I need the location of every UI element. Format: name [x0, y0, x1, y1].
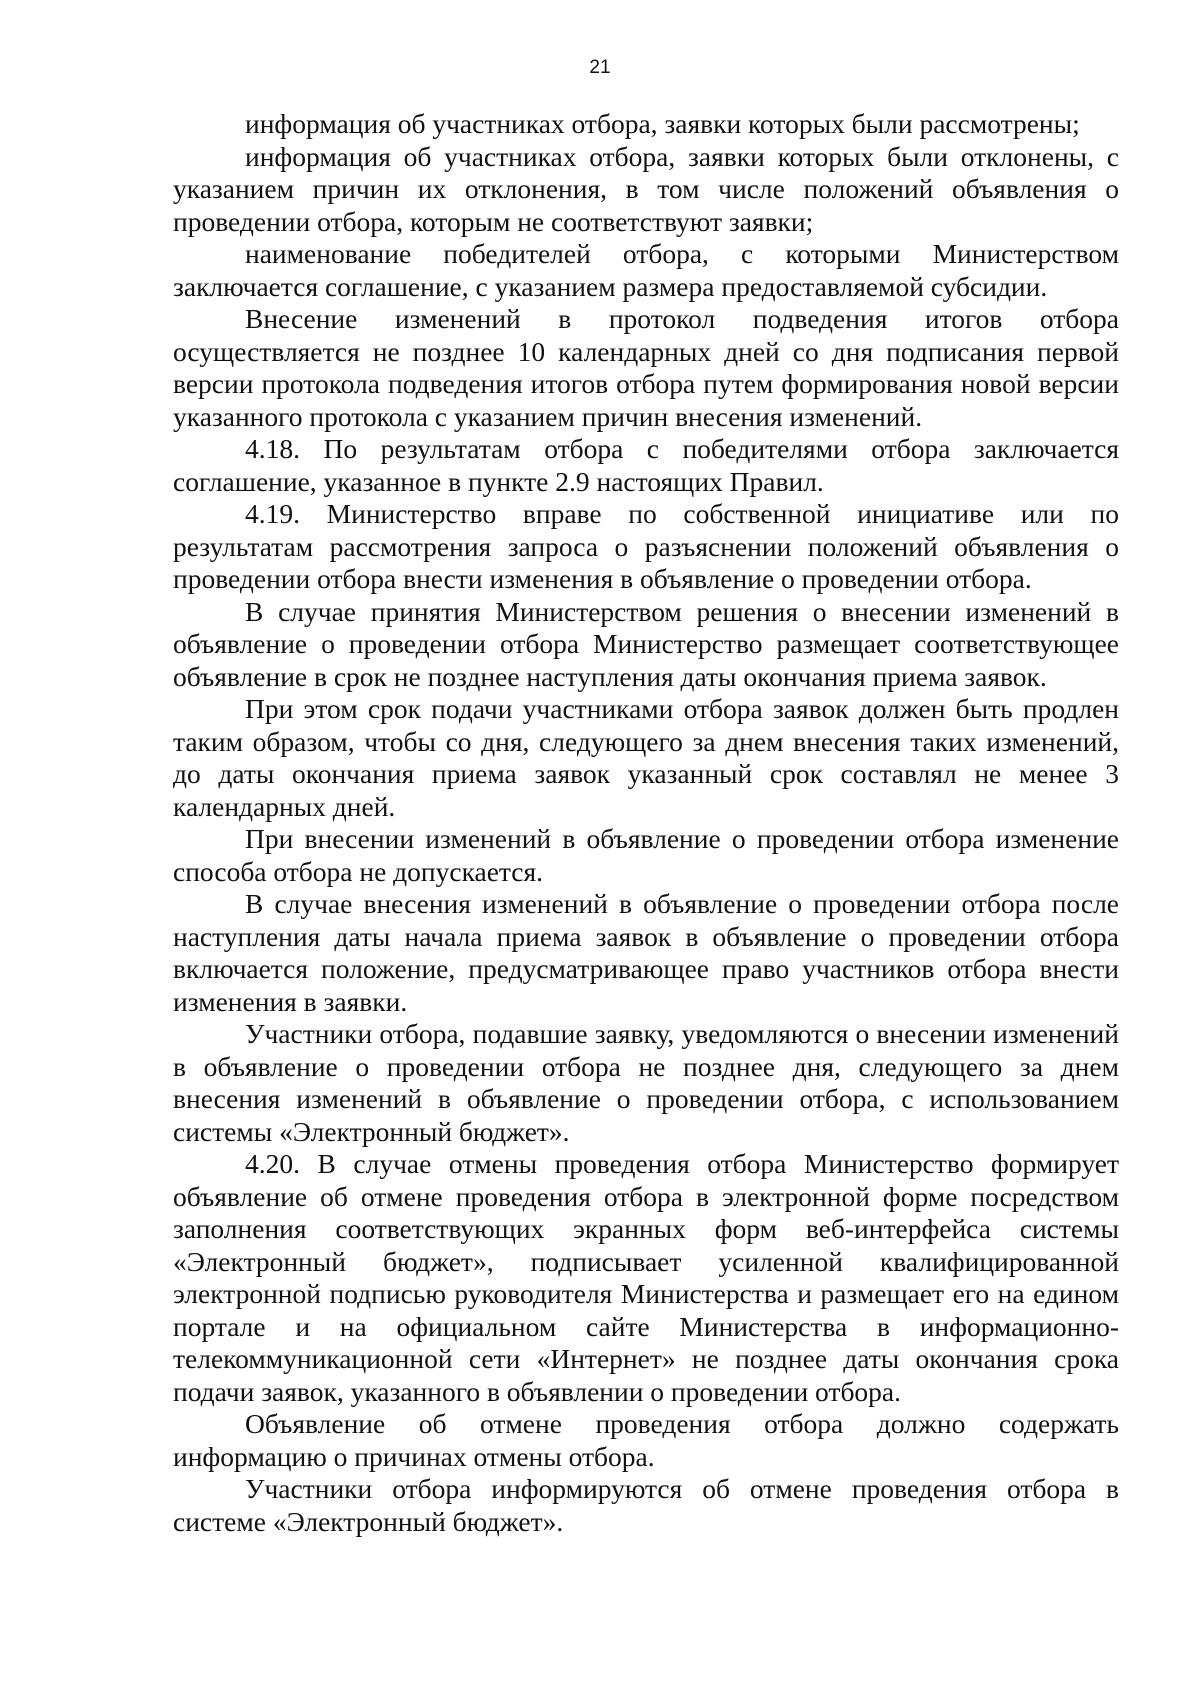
- paragraph: При внесении изменений в объявление о проведении отбора изменение способа отбора не допускается.: [173, 823, 1119, 887]
- paragraph: 4.19. Министерство вправе по собственной инициативе или по результатам рассмотрения запроса о разъяснении положений объявления о проведении отбора внести изменения в объявление о проведении отбора.: [173, 498, 1119, 594]
- paragraph: информация об участниках отбора, заявки которых были отклонены, с указанием причин их отклонения, в том числе положений объявления о проведении отбора, которым не соответствуют заявки;: [173, 140, 1119, 237]
- paragraph: 4.18. По результатам отбора с победителями отбора заключается соглашение, указанное в пункте 2.9 настоящих Правил.: [173, 433, 1119, 497]
- paragraph: информация об участниках отбора, заявки которых были рассмотрены;: [245, 108, 1080, 139]
- document-body: [173, 108, 1119, 1538]
- paragraph: наименование победителей отбора, с которыми Министерством заключается соглашение, с указанием размера предоставляемой субсидии.: [173, 238, 1119, 302]
- paragraph: Объявление об отмене проведения отбора должно содержать информацию о причинах отмены отбора.: [173, 1408, 1119, 1472]
- paragraph: Участники отбора, подавшие заявку, уведомляются о внесении изменений в объявление о проведении отбора не позднее дня, следующего за днем внесения изменений в объявление о проведении отбора, с использованием системы «Электронный бюджет».: [173, 1018, 1119, 1147]
- paragraph: Внесение изменений в протокол подведения итогов отбора осуществляется не позднее 10 календарных дней со дня подписания первой версии протокола подведения итогов отбора путем формирования новой версии указанного протокола с указанием причин внесения изменений.: [173, 303, 1119, 432]
- paragraph: 4.20. В случае отмены проведения отбора Министерство формирует объявление об отмене проведения отбора в электронной форме посредством заполнения соответствующих экранных форм веб-интерфейса системы «Электронный бюджет», подписывает усиленной квалифицированной электронной подписью руководителя Министерства и размещает его на едином портале и на официальном сайте Министерства в информационно-телекоммуникационной сети «Интернет» не позднее даты окончания срока подачи заявок, указанного в объявлении о проведении отбора.: [173, 1148, 1119, 1407]
- paragraph: При этом срок подачи участниками отбора заявок должен быть продлен таким образом, чтобы со дня, следующего за днем внесения таких изменений, до даты окончания приема заявок указанный срок составлял не менее 3 календарных дней.: [173, 693, 1119, 822]
- paragraph: В случае внесения изменений в объявление о проведении отбора после наступления даты начала приема заявок в объявление о проведении отбора включается положение, предусматривающее право участников отбора внести изменения в заявки.: [173, 888, 1119, 1017]
- paragraph: Участники отбора информируются об отмене проведения отбора в системе «Электронный бюджет».: [173, 1473, 1119, 1537]
- page-number: 21: [589, 57, 611, 78]
- paragraph: В случае принятия Министерством решения о внесении изменений в объявление о проведении отбора Министерство размещает соответствующее объявление в срок не позднее наступления даты окончания приема заявок.: [173, 595, 1119, 692]
